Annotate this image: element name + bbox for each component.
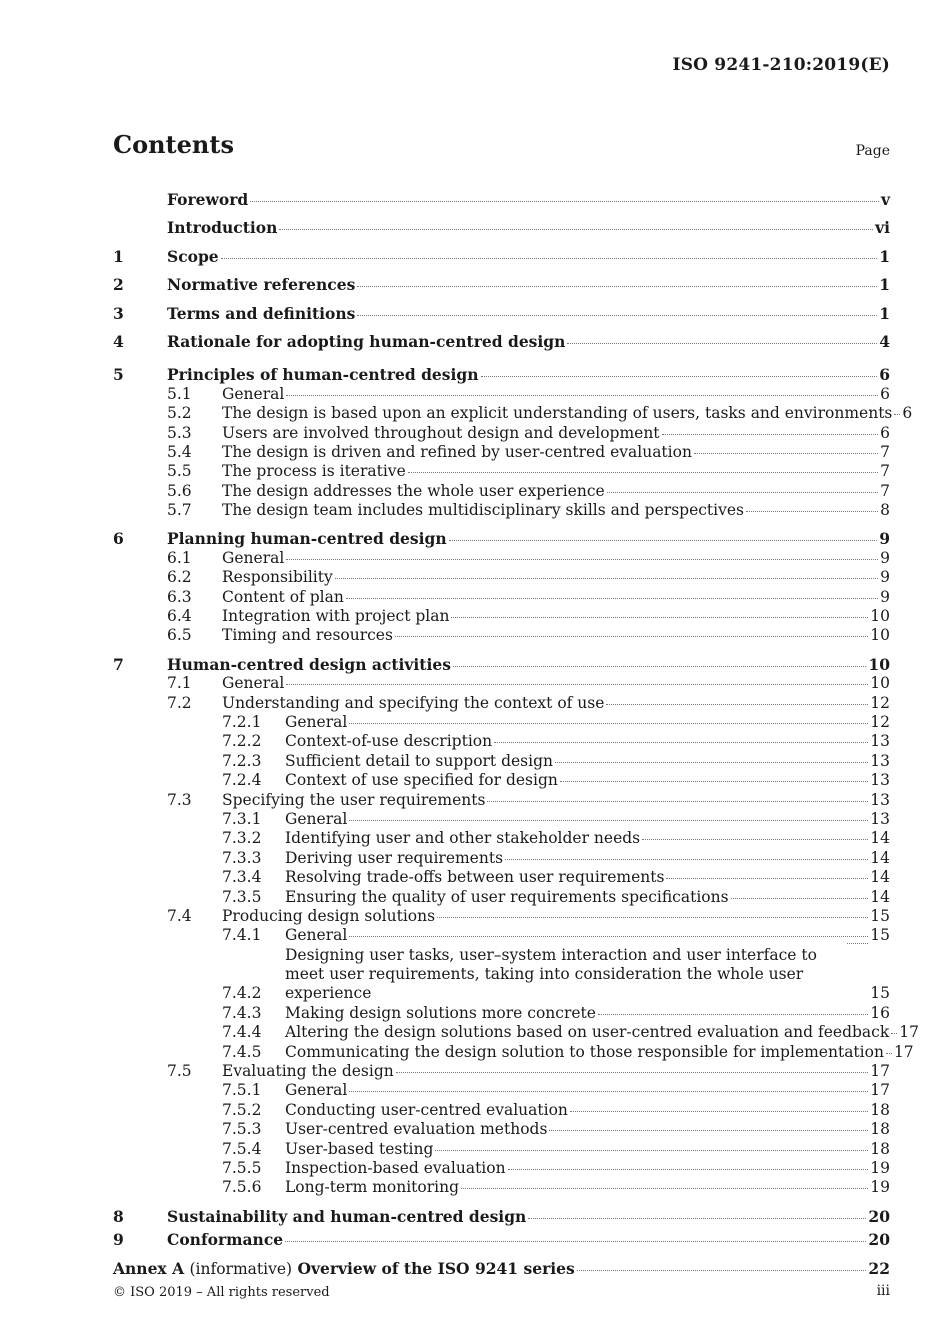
toc-entry-number: 6.3 bbox=[167, 587, 192, 606]
toc-entry-page: 13 bbox=[870, 732, 890, 751]
toc-entry-page: 7 bbox=[880, 481, 890, 500]
toc-entry-title[interactable]: Foreword bbox=[167, 190, 249, 209]
toc-entry-page: 14 bbox=[870, 829, 890, 848]
toc-entry-title[interactable]: General bbox=[285, 809, 348, 828]
toc-entry-title[interactable]: General bbox=[285, 1081, 348, 1100]
toc-entry[interactable] bbox=[113, 1120, 890, 1139]
toc-entry[interactable] bbox=[113, 732, 890, 751]
toc-leader-dots bbox=[408, 472, 878, 473]
toc-entry-page: 16 bbox=[870, 1003, 890, 1022]
toc-leader-dots bbox=[286, 395, 878, 396]
toc-entry[interactable] bbox=[113, 713, 890, 732]
toc-entry-page: 6 bbox=[879, 365, 890, 385]
toc-entry-page: 1 bbox=[879, 246, 890, 266]
toc-entry-title[interactable]: General bbox=[222, 384, 285, 403]
toc-entry-title[interactable]: Resolving trade-offs between user requirements bbox=[285, 868, 665, 887]
toc-entry-page: 13 bbox=[870, 790, 890, 809]
toc-leader-dots bbox=[505, 859, 868, 860]
toc-entry-number: 7.3.1 bbox=[222, 809, 262, 828]
toc-entry-page: 17 bbox=[870, 1081, 890, 1100]
toc-entry-title[interactable]: Timing and resources bbox=[222, 626, 393, 645]
toc-leader-dots bbox=[642, 839, 868, 840]
toc-leader-dots bbox=[221, 258, 878, 259]
toc-entry-page: 9 bbox=[880, 568, 890, 587]
toc-entry-number: 7.4.2 bbox=[222, 984, 262, 1003]
toc-entry-page: 17 bbox=[870, 1062, 890, 1081]
toc-leader-dots bbox=[694, 453, 878, 454]
toc-leader-dots bbox=[666, 878, 868, 879]
toc-entry-number: 7.5.2 bbox=[222, 1100, 262, 1119]
toc-entry-number: 5.4 bbox=[167, 442, 192, 461]
toc-leader-dots bbox=[549, 1130, 868, 1131]
toc-entry-title[interactable]: Specifying the user requirements bbox=[222, 790, 486, 809]
toc-entry-title[interactable]: The design is driven and refined by user-centred evaluation bbox=[222, 442, 692, 461]
toc-leader-dots bbox=[279, 229, 873, 230]
toc-entry-title[interactable]: The design team includes multidisciplinary skills and perspectives bbox=[222, 501, 744, 520]
toc-leader-dots bbox=[560, 781, 868, 782]
toc-entry-title[interactable]: Communicating the design solution to those responsible for implementation bbox=[285, 1042, 884, 1061]
toc-entry[interactable] bbox=[113, 849, 890, 868]
toc-entry-page: 17 bbox=[899, 1023, 919, 1042]
toc-leader-dots bbox=[662, 434, 879, 435]
toc-entry-page: 6 bbox=[902, 404, 913, 423]
toc-entry-page: 9 bbox=[880, 548, 890, 567]
toc-entry[interactable] bbox=[113, 404, 913, 423]
toc-entry[interactable] bbox=[113, 810, 890, 829]
toc-entry-number: 5.3 bbox=[167, 423, 192, 442]
toc-leader-dots bbox=[481, 376, 878, 377]
toc-entry-page: 10 bbox=[870, 607, 890, 626]
toc-entry[interactable] bbox=[113, 694, 890, 713]
toc-entry-number: 5.6 bbox=[167, 481, 192, 500]
toc-entry-number: 7.4.3 bbox=[222, 1003, 262, 1022]
toc-entry[interactable] bbox=[113, 1023, 919, 1042]
toc-entry-page: 9 bbox=[879, 529, 890, 549]
toc-leader-dots bbox=[435, 1150, 868, 1151]
toc-entry-page: 13 bbox=[870, 751, 890, 770]
toc-entry-number: 6.2 bbox=[167, 568, 192, 587]
toc-entry-number: 7.4.5 bbox=[222, 1042, 262, 1061]
toc-entry-title[interactable]: The design is based upon an explicit understanding of users, tasks and environments bbox=[222, 404, 893, 423]
toc-entry[interactable] bbox=[113, 1101, 890, 1120]
toc-entry-number: 7.2.3 bbox=[222, 751, 262, 770]
toc-entry-title[interactable]: Ensuring the quality of user requirements specifications bbox=[285, 887, 729, 906]
toc-entry-number: 7.3.3 bbox=[222, 848, 262, 867]
toc-leader-dots bbox=[453, 666, 866, 667]
toc-entry-page: 13 bbox=[870, 809, 890, 828]
toc-entry[interactable] bbox=[113, 1062, 890, 1081]
toc-annex-prefix: Annex A bbox=[113, 1258, 185, 1278]
toc-entry-title[interactable]: Long-term monitoring bbox=[285, 1178, 460, 1197]
toc-entry-title[interactable]: Understanding and specifying the context of use bbox=[222, 693, 605, 712]
toc-leader-dots bbox=[746, 511, 878, 512]
toc-entry-number: 7.2 bbox=[167, 693, 192, 712]
toc-entry-number: 4 bbox=[113, 331, 124, 351]
document-id: ISO 9241-210:2019(E) bbox=[672, 55, 890, 75]
toc-entry-page: 18 bbox=[870, 1100, 890, 1119]
toc-entry-page: 4 bbox=[879, 331, 890, 351]
toc-entry-title[interactable]: Making design solutions more concrete bbox=[285, 1003, 596, 1022]
toc-leader-dots bbox=[731, 898, 869, 899]
toc-entry-page: 10 bbox=[870, 626, 890, 645]
toc-entry-page: 1 bbox=[879, 303, 890, 323]
toc-entry-number: 7.5.4 bbox=[222, 1139, 262, 1158]
toc-entry-page: 15 bbox=[870, 984, 890, 1003]
toc-leader-dots bbox=[437, 917, 868, 918]
toc-leader-dots bbox=[487, 801, 868, 802]
toc-leader-dots bbox=[555, 762, 868, 763]
toc-entry[interactable] bbox=[113, 271, 890, 299]
toc-leader-dots bbox=[250, 201, 879, 202]
toc-entry-title[interactable]: Evaluating the design bbox=[222, 1062, 394, 1081]
toc-entry[interactable] bbox=[113, 1207, 890, 1226]
toc-entry-title[interactable]: General bbox=[285, 926, 348, 945]
toc-entry-page: 20 bbox=[868, 1206, 890, 1226]
toc-entry-title[interactable]: Planning human-centred design bbox=[167, 529, 447, 549]
toc-entry-page: 18 bbox=[870, 1139, 890, 1158]
toc-entry-number: 7.2.2 bbox=[222, 732, 262, 751]
toc-entry-title[interactable]: Conducting user-centred evaluation bbox=[285, 1100, 568, 1119]
toc-entry-number: 7.3 bbox=[167, 790, 192, 809]
toc-entry-title[interactable]: Inspection-based evaluation bbox=[285, 1159, 506, 1178]
table-of-contents bbox=[113, 186, 919, 1283]
toc-entry-page: 17 bbox=[893, 1042, 914, 1061]
toc-entry-page: 19 bbox=[870, 1178, 890, 1197]
toc-entry-page: 18 bbox=[870, 1120, 890, 1139]
toc-entry-page: 13 bbox=[870, 771, 890, 790]
toc-entry-number: 6 bbox=[113, 529, 124, 549]
toc-entry-number: 7.5 bbox=[167, 1062, 192, 1081]
toc-entry-number: 7.4.4 bbox=[222, 1023, 262, 1042]
toc-entry-page: 1 bbox=[879, 275, 890, 295]
toc-leader-dots bbox=[494, 742, 868, 743]
page-number: iii bbox=[876, 1283, 890, 1299]
toc-leader-dots bbox=[451, 617, 868, 618]
toc-entry[interactable] bbox=[113, 626, 890, 645]
toc-entry-number: 3 bbox=[113, 303, 124, 323]
toc-leader-dots bbox=[349, 936, 868, 937]
toc-entry-title[interactable]: Responsibility bbox=[222, 568, 333, 587]
toc-entry-number: 5.7 bbox=[167, 501, 192, 520]
toc-entry[interactable] bbox=[113, 243, 890, 271]
toc-leader-dots bbox=[886, 1053, 892, 1054]
toc-entry-title[interactable]: Sufficient detail to support design bbox=[285, 751, 554, 770]
toc-entry[interactable] bbox=[113, 462, 890, 481]
toc-leader-dots bbox=[577, 1270, 867, 1271]
toc-leader-dots bbox=[349, 820, 868, 821]
toc-entry[interactable] bbox=[113, 829, 890, 848]
toc-entry[interactable] bbox=[113, 791, 890, 810]
toc-entry-title[interactable]: User-based testing bbox=[285, 1139, 434, 1158]
toc-entry-page: 10 bbox=[870, 674, 890, 693]
toc-entry-page: 14 bbox=[870, 868, 890, 887]
toc-entry-number: 7.4.1 bbox=[222, 926, 262, 945]
toc-entry-number: 7.2.4 bbox=[222, 771, 262, 790]
toc-entry-title[interactable]: Producing design solutions bbox=[222, 906, 436, 925]
toc-entry-number: 7.4 bbox=[167, 906, 192, 925]
toc-leader-dots bbox=[396, 1072, 869, 1073]
toc-entry[interactable] bbox=[113, 549, 890, 568]
toc-leader-dots bbox=[847, 943, 868, 944]
toc-entry[interactable] bbox=[113, 214, 890, 242]
toc-entry[interactable] bbox=[113, 907, 890, 926]
toc-entry-page: 20 bbox=[868, 1230, 890, 1250]
toc-entry[interactable] bbox=[113, 771, 890, 790]
toc-entry-page: 8 bbox=[880, 501, 890, 520]
toc-entry-page: 7 bbox=[880, 462, 890, 481]
toc-entry-title[interactable]: The process is iterative bbox=[222, 462, 406, 481]
toc-entry[interactable] bbox=[113, 529, 890, 548]
toc-entry[interactable] bbox=[113, 1140, 890, 1159]
toc-leader-dots bbox=[286, 684, 868, 685]
toc-entry-number: 9 bbox=[113, 1230, 124, 1250]
toc-entry[interactable] bbox=[113, 655, 890, 674]
toc-entry-number: 7.3.5 bbox=[222, 887, 262, 906]
toc-entry-page: 19 bbox=[870, 1159, 890, 1178]
toc-entry[interactable] bbox=[113, 1226, 890, 1254]
toc-entry-title[interactable]: Normative references bbox=[167, 275, 356, 295]
toc-entry-page: 10 bbox=[868, 654, 890, 674]
toc-entry-title[interactable]: Content of plan bbox=[222, 587, 344, 606]
toc-entry-number: 1 bbox=[113, 246, 124, 266]
toc-entry[interactable] bbox=[113, 674, 890, 693]
toc-entry-page: 14 bbox=[870, 848, 890, 867]
toc-leader-dots bbox=[607, 492, 878, 493]
toc-annex-title[interactable] bbox=[113, 1255, 575, 1283]
toc-entry-page: v bbox=[880, 190, 890, 209]
toc-entry-number: 7.5.5 bbox=[222, 1159, 262, 1178]
toc-entry[interactable] bbox=[113, 186, 890, 214]
toc-entry-number: 5 bbox=[113, 365, 124, 385]
toc-entry[interactable] bbox=[113, 888, 890, 907]
toc-entry-page: 14 bbox=[870, 887, 890, 906]
toc-entry-title[interactable]: Users are involved throughout design and development bbox=[222, 423, 660, 442]
toc-entry-title[interactable]: Sustainability and human-centred design bbox=[167, 1206, 527, 1226]
toc-entry-title[interactable]: General bbox=[222, 674, 285, 693]
toc-entry-number: 7.5.6 bbox=[222, 1178, 262, 1197]
toc-entry-page: 12 bbox=[870, 693, 890, 712]
toc-annex-name: Overview of the ISO 9241 series bbox=[297, 1258, 575, 1278]
toc-entry-page: 6 bbox=[880, 423, 890, 442]
toc-entry-number: 5.1 bbox=[167, 384, 192, 403]
toc-entry[interactable] bbox=[113, 482, 890, 501]
toc-entry-title[interactable]: Scope bbox=[167, 246, 219, 266]
toc-entry[interactable] bbox=[113, 607, 890, 626]
page-column-label: Page bbox=[855, 143, 890, 159]
toc-entry-page: 7 bbox=[880, 442, 890, 461]
toc-entry-number: 7.5.3 bbox=[222, 1120, 262, 1139]
toc-entry-page: 15 bbox=[870, 906, 890, 925]
toc-entry-title[interactable]: Identifying user and other stakeholder needs bbox=[285, 829, 641, 848]
toc-entry-page: 6 bbox=[880, 384, 890, 403]
toc-entry-page: 15 bbox=[870, 926, 890, 945]
toc-entry-page: vi bbox=[875, 218, 890, 238]
toc-entry[interactable] bbox=[113, 385, 890, 404]
toc-entry-title[interactable]: Conformance bbox=[167, 1230, 284, 1250]
toc-entry-title[interactable]: Introduction bbox=[167, 218, 278, 238]
toc-entry[interactable] bbox=[113, 752, 890, 771]
toc-entry[interactable] bbox=[113, 443, 890, 462]
toc-entry-number: 8 bbox=[113, 1206, 124, 1226]
toc-leader-dots bbox=[891, 1033, 897, 1034]
toc-entry-title[interactable]: Context-of-use description bbox=[285, 732, 493, 751]
toc-leader-dots bbox=[528, 1218, 866, 1219]
toc-leader-dots bbox=[894, 414, 900, 415]
toc-entry-title[interactable]: User-centred evaluation methods bbox=[285, 1120, 548, 1139]
toc-entry-number: 5.2 bbox=[167, 404, 192, 423]
toc-entry[interactable] bbox=[113, 424, 890, 443]
toc-leader-dots bbox=[598, 1014, 868, 1015]
toc-leader-dots bbox=[461, 1188, 868, 1189]
toc-entry[interactable] bbox=[113, 501, 890, 520]
toc-entry-title[interactable]: Deriving user requirements bbox=[285, 848, 504, 867]
toc-leader-dots bbox=[286, 559, 878, 560]
copyright-notice: © ISO 2019 – All rights reserved bbox=[113, 1285, 330, 1300]
toc-leader-dots bbox=[570, 1111, 868, 1112]
toc-annex-kind: (informative) bbox=[189, 1259, 293, 1278]
toc-leader-dots bbox=[449, 540, 878, 541]
toc-entry-number: 2 bbox=[113, 275, 124, 295]
toc-entry-number: 6.5 bbox=[167, 626, 192, 645]
toc-entry-title[interactable]: Designing user tasks, user–system interaction and user interface to meet user requirements, taking into consideration the whole user experience bbox=[285, 945, 817, 1003]
toc-entry-number: 7.2.1 bbox=[222, 712, 262, 731]
toc-entry[interactable] bbox=[113, 868, 890, 887]
toc-entry-title[interactable]: Context of use specified for design bbox=[285, 771, 558, 790]
toc-entry[interactable] bbox=[113, 588, 890, 607]
toc-entry-number: 7.3.2 bbox=[222, 829, 262, 848]
toc-entry[interactable] bbox=[113, 300, 890, 328]
toc-leader-dots bbox=[395, 636, 868, 637]
toc-entry[interactable] bbox=[113, 1081, 890, 1100]
toc-entry[interactable] bbox=[113, 1178, 890, 1197]
page-title: Contents bbox=[113, 130, 234, 159]
toc-leader-dots bbox=[285, 1241, 866, 1242]
toc-entry-title[interactable]: The design addresses the whole user experience bbox=[222, 481, 605, 500]
toc-leader-dots bbox=[346, 598, 878, 599]
toc-entry-page: 12 bbox=[870, 712, 890, 731]
toc-entry-title[interactable]: Principles of human-centred design bbox=[167, 365, 479, 385]
toc-entry-annex[interactable] bbox=[113, 1255, 890, 1283]
toc-entry[interactable] bbox=[113, 1042, 914, 1062]
toc-entry-number: 7.5.1 bbox=[222, 1081, 262, 1100]
toc-entry-title[interactable]: General bbox=[285, 712, 348, 731]
toc-entry-title[interactable]: General bbox=[222, 548, 285, 567]
toc-leader-dots bbox=[349, 723, 868, 724]
toc-entry-number: 7 bbox=[113, 654, 124, 674]
toc-leader-dots bbox=[357, 315, 877, 316]
toc-leader-dots bbox=[335, 578, 878, 579]
toc-entry-page: 22 bbox=[868, 1258, 890, 1278]
toc-entry[interactable] bbox=[113, 926, 890, 945]
toc-entry-title[interactable]: Rationale for adopting human-centred design bbox=[167, 331, 566, 351]
toc-entry[interactable] bbox=[113, 1159, 890, 1178]
toc-entry[interactable] bbox=[113, 328, 890, 356]
toc-entry-number: 5.5 bbox=[167, 462, 192, 481]
toc-entry-title[interactable]: Human-centred design activities bbox=[167, 654, 451, 674]
toc-leader-dots bbox=[357, 286, 877, 287]
toc-entry[interactable] bbox=[113, 568, 890, 587]
toc-leader-dots bbox=[606, 704, 868, 705]
toc-entry-title[interactable]: Integration with project plan bbox=[222, 607, 450, 626]
toc-entry[interactable] bbox=[113, 946, 890, 1004]
toc-entry-number: 7.3.4 bbox=[222, 868, 262, 887]
toc-entry-page: 9 bbox=[880, 587, 890, 606]
toc-entry-number: 6.4 bbox=[167, 607, 192, 626]
toc-entry[interactable] bbox=[113, 1004, 890, 1023]
toc-entry[interactable] bbox=[113, 365, 890, 384]
toc-leader-dots bbox=[567, 343, 877, 344]
toc-entry-title[interactable]: Altering the design solutions based on user-centred evaluation and feedback bbox=[285, 1023, 890, 1042]
toc-entry-title[interactable]: Terms and definitions bbox=[167, 303, 356, 323]
toc-entry-number: 6.1 bbox=[167, 548, 192, 567]
toc-leader-dots bbox=[508, 1169, 869, 1170]
toc-leader-dots bbox=[349, 1091, 868, 1092]
toc-entry-number: 7.1 bbox=[167, 674, 192, 693]
